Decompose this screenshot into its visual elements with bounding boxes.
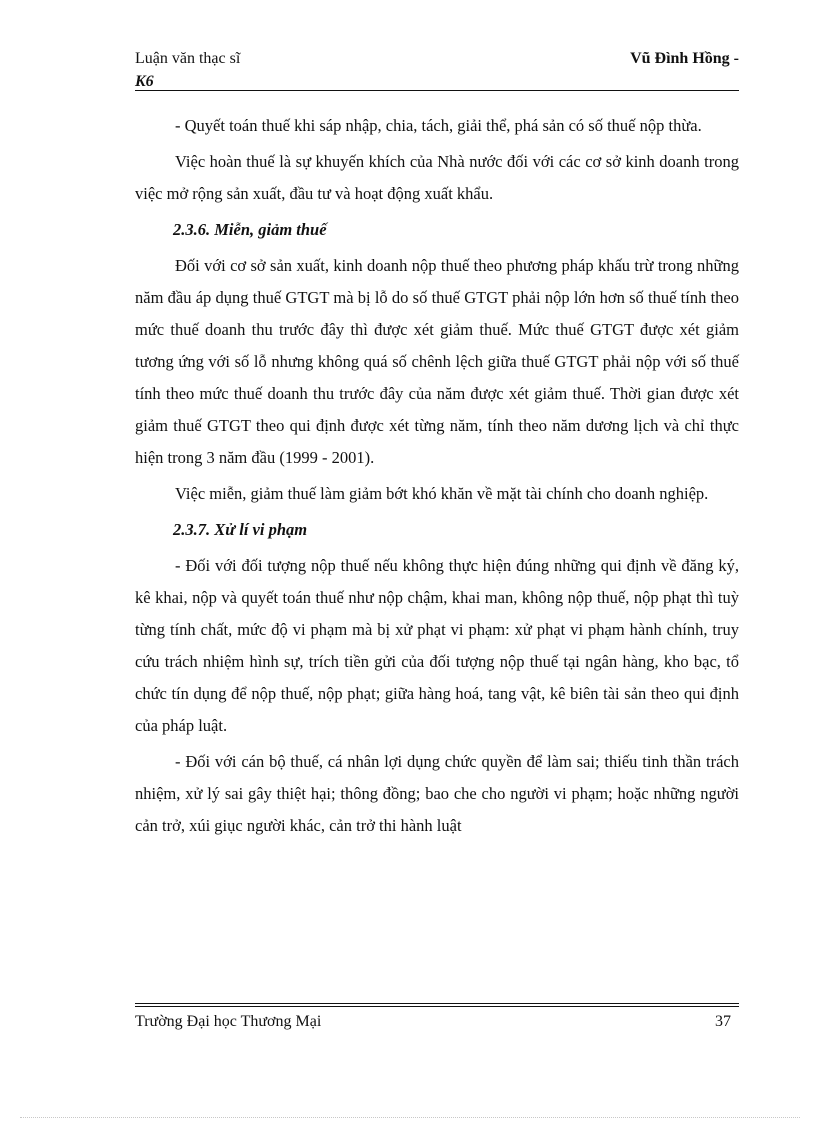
header-divider: [135, 90, 739, 91]
header-author-continuation: K6: [135, 73, 154, 90]
paragraph: - Đối với đối tượng nộp thuế nếu không thực hiện đúng những qui định về đăng ký, kê khai, nộp và quyết toán thuế như nộp chậm, khai man, không nộp thuế, nộp phạt thì tuỳ từng tính chất, mức độ vi phạm mà bị xử phạt vi phạm: xử phạt vi phạm hành chính, truy cứu trách nhiệm hình sự, trích tiền gửi của đối tượng nộp thuế tại ngân hàng, kho bạc, tổ chức tín dụng để nộp thuế, nộp phạt; giữa hàng hoá, tang vật, kê biên tài sản theo qui định của pháp luật.: [135, 556, 739, 735]
paragraph: Việc miễn, giảm thuế làm giảm bớt khó khăn về mặt tài chính cho doanh nghiệp.: [175, 484, 709, 503]
paragraph: Đối với cơ sở sản xuất, kinh doanh nộp thuế theo phương pháp khấu trừ trong những năm đầu áp dụng thuế GTGT mà bị lỗ do số thuế GTGT phải nộp lớn hơn số thuế tính theo mức thuế doanh thu trước đây thì được xét giảm thuế. Mức thuế GTGT được xét giảm tương ứng với số lỗ nhưng không quá số chênh lệch giữa thuế GTGT phải nộp với số thuế tính theo mức thuế doanh thu trước đây của năm được xét giảm thuế. Thời gian được xét giảm thuế GTGT theo qui định được xét từng năm, tính theo năm dương lịch và chỉ thực hiện trong 3 năm đầu (1999 - 2001).: [135, 256, 739, 467]
paragraph: - Quyết toán thuế khi sáp nhập, chia, tách, giải thể, phá sản có số thuế nộp thừa.: [175, 116, 702, 135]
footer-divider-top: [135, 1003, 739, 1004]
paragraph: - Đối với cán bộ thuế, cá nhân lợi dụng chức quyền để làm sai; thiếu tinh thần trách nhiệm, xử lý sai gây thiệt hại; thông đồng; bao che cho người vi phạm; hoặc những người cản trở, xúi giục người khác, cản trở thi hành luật: [135, 752, 739, 835]
footer-divider-bottom: [135, 1006, 739, 1007]
page-number: 37: [715, 1013, 731, 1030]
page-bottom-edge: [20, 1117, 800, 1118]
paragraph: Việc hoàn thuế là sự khuyến khích của Nhà nước đối với các cơ sở kinh doanh trong việc mở rộng sản xuất, đầu tư và hoạt động xuất khẩu.: [135, 152, 739, 203]
header-title: Luận văn thạc sĩ: [135, 50, 241, 67]
header-author: Vũ Đình Hồng -: [630, 50, 739, 67]
page-body: [135, 110, 739, 846]
section-heading: 2.3.7. Xử lí vi phạm: [173, 520, 308, 539]
page-header: [135, 50, 739, 90]
section-heading: 2.3.6. Miễn, giảm thuế: [173, 220, 327, 239]
footer-university: Trường Đại học Thương Mại: [135, 1013, 322, 1030]
